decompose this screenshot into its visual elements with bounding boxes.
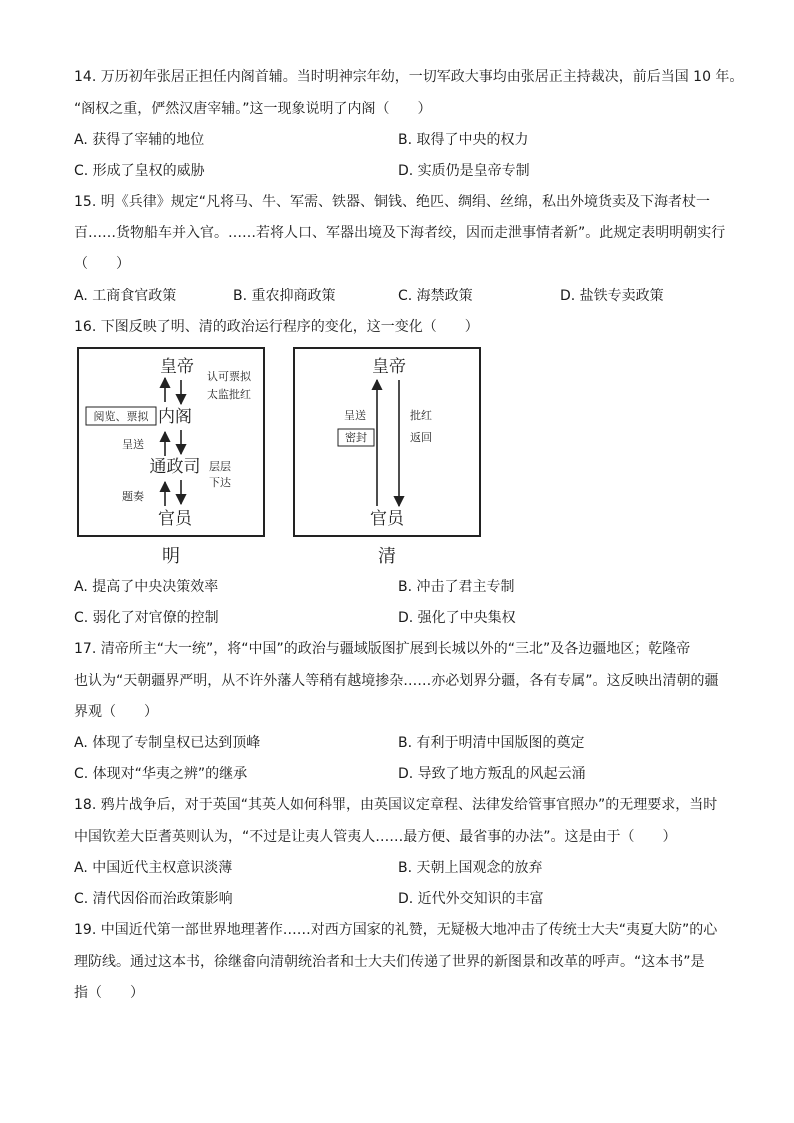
q19-stem-line3: 指（ ） [74, 985, 144, 1001]
q16-option-b: B. 冲击了君主专制 [398, 579, 515, 595]
q18-option-b: B. 天朝上国观念的放弃 [398, 860, 543, 876]
q17-stem-line1: 17. 清帝所主“大一统”，将“中国”的政治与疆域版图扩展到长城以外的“三北”及各边疆地区；乾隆帝 [74, 641, 691, 657]
q17-option-c: C. 体现对“华夷之辨”的继承 [74, 766, 248, 782]
q14-option-d: D. 实质仍是皇帝专制 [398, 163, 530, 179]
q18-option-a: A. 中国近代主权意识淡薄 [74, 860, 233, 876]
q16-option-d: D. 强化了中央集权 [398, 610, 516, 626]
ming-officials: 官员 [158, 509, 192, 529]
q14-option-c: C. 形成了皇权的威胁 [74, 163, 205, 179]
ming-review-label: 阅览、票拟 [93, 410, 149, 423]
ming-cabinet: 内阁 [158, 407, 192, 427]
q15-option-b: B. 重农抑商政策 [233, 288, 336, 304]
q17-stem-line3: 界观（ ） [74, 704, 158, 720]
q16-option-a: A. 提高了中央决策效率 [74, 579, 219, 595]
q14-option-a: A. 获得了宰辅的地位 [74, 132, 205, 148]
qing-emperor: 皇帝 [372, 357, 406, 377]
qing-caption: 清 [378, 546, 396, 567]
ming-memorial: 题奏 [122, 490, 144, 503]
q18-stem-line2: 中国钦差大臣耆英则认为，“不过是让夷人管夷人……最方便、最省事的办法”。这是由于（ ） [74, 829, 677, 845]
q14-stem-line1: 14. 万历初年张居正担任内阁首辅。当时明神宗年幼，一切军政大事均由张居正主持裁决，前后当国 10 年。 [74, 69, 744, 85]
qing-return: 返回 [410, 431, 432, 444]
q19-stem-line2: 理防线。通过这本书，徐继畲向清朝统治者和士大夫们传递了世界的新图景和改革的呼声。“这本书”是 [74, 954, 705, 970]
q16-option-c: C. 弱化了对官僚的控制 [74, 610, 219, 626]
ming-caption: 明 [162, 546, 180, 567]
qing-submit: 呈送 [344, 409, 366, 422]
ming-submit: 呈送 [122, 438, 144, 451]
ming-note-cascade-2: 下达 [209, 476, 231, 489]
q15-option-c: C. 海禁政策 [398, 288, 473, 304]
q19-stem-line1: 19. 中国近代第一部世界地理著作……对西方国家的礼赞，无疑极大地冲击了传统士大夫“夷夏大防”的心 [74, 922, 718, 938]
ming-note-approve: 认可票拟 [207, 370, 251, 383]
ming-note-eunuch: 太监批红 [207, 388, 251, 401]
ming-emperor: 皇帝 [160, 357, 194, 377]
q17-option-b: B. 有利于明清中国版图的奠定 [398, 735, 585, 751]
q17-option-a: A. 体现了专制皇权已达到顶峰 [74, 735, 261, 751]
q17-option-d: D. 导致了地方叛乱的风起云涌 [398, 766, 586, 782]
q15-stem-line1: 15. 明《兵律》规定“凡将马、牛、军需、铁器、铜钱、绝匹、绸绢、丝绵，私出外境货卖及下海者杖一 [74, 194, 710, 210]
q15-stem-line3: （ ） [74, 256, 130, 272]
q18-option-d: D. 近代外交知识的丰富 [398, 891, 544, 907]
q18-stem-line1: 18. 鸦片战争后，对于英国“其英人如何科罪，由英国议定章程、法律发给管事官照办”的无理要求，当时 [74, 797, 718, 813]
qing-vermilion: 批红 [410, 409, 432, 422]
q15-option-a: A. 工商食官政策 [74, 288, 177, 304]
q18-option-c: C. 清代因俗而治政策影响 [74, 891, 233, 907]
q15-stem-line2: 百……货物船车并入官。……若将人口、军器出境及下海者绞，因而走泄事情者新”。此规定表明明朝实行 [74, 225, 726, 241]
q15-option-d: D. 盐铁专卖政策 [560, 288, 664, 304]
ming-note-cascade-1: 层层 [209, 460, 231, 473]
ming-tongzhengsi: 通政司 [149, 457, 201, 477]
qing-sealed-label: 密封 [345, 431, 367, 444]
qing-officials: 官员 [370, 509, 404, 529]
q17-stem-line2: 也认为“天朝疆界严明，从不许外藩人等稍有越境掺杂……亦必划界分疆，各有专属”。这反映出清朝的疆 [74, 673, 719, 689]
q16-stem: 16. 下图反映了明、清的政治运行程序的变化，这一变化（ ） [74, 319, 479, 335]
q14-option-b: B. 取得了中央的权力 [398, 132, 529, 148]
q14-stem-line2: “阁权之重，俨然汉唐宰辅。”这一现象说明了内阁（ ） [74, 101, 432, 117]
